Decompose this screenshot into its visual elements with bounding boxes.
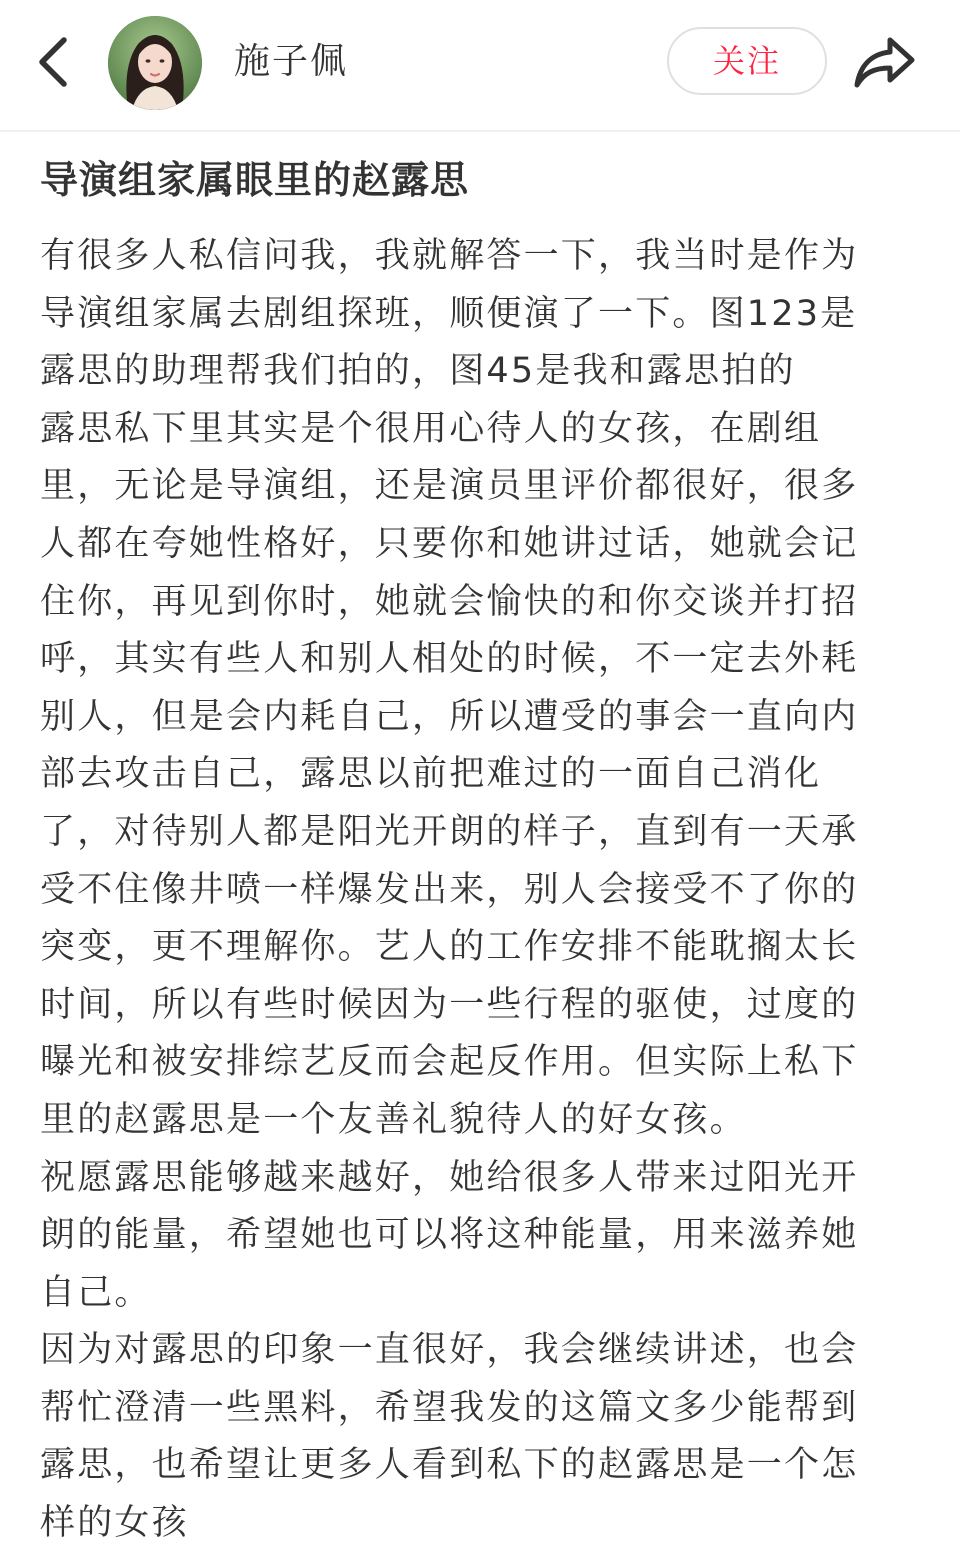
post-line: 自己。 [40, 1272, 152, 1313]
post-content [40, 148, 920, 1553]
top-bar [0, 0, 960, 132]
post-line: 里的赵露思是一个友善礼貌待人的好女孩。 [40, 1099, 747, 1140]
avatar[interactable] [108, 16, 202, 110]
share-button[interactable] [852, 32, 918, 92]
post-line: 祝愿露思能够越来越好，她给很多人带来过阳光开 [40, 1157, 859, 1198]
post-line: 部去攻击自己，露思以前把难过的一面自己消化 [40, 754, 822, 795]
follow-button[interactable]: 关注 [667, 27, 827, 95]
share-arrow-icon [852, 32, 918, 92]
post-line: 突变，更不理解你。艺人的工作安排不能耽搁太长 [40, 927, 859, 968]
post-line: 别人，但是会内耗自己，所以遭受的事会一直向内 [40, 696, 859, 737]
post-line: 露思的助理帮我们拍的，图45是我和露思拍的 [40, 351, 796, 392]
post-line: 因为对露思的印象一直很好，我会继续讲述，也会 [40, 1330, 859, 1371]
post-line: 受不住像井喷一样爆发出来，别人会接受不了你的 [40, 869, 859, 910]
post-line: 住你，再见到你时，她就会愉快的和你交谈并打招 [40, 581, 859, 622]
avatar-image [108, 16, 202, 110]
post-line: 呼，其实有些人和别人相处的时候，不一定去外耗 [40, 639, 859, 680]
chevron-left-icon [30, 34, 80, 90]
bottom-fade [0, 1546, 960, 1558]
post-line: 了，对待别人都是阳光开朗的样子，直到有一天承 [40, 811, 859, 852]
post-line: 露思私下里其实是个很用心待人的女孩，在剧组 [40, 408, 822, 449]
username[interactable]: 施子佩 [234, 41, 349, 82]
post-line: 人都在夸她性格好，只要你和她讲过话，她就会记 [40, 523, 859, 564]
post-line: 露思，也希望让更多人看到私下的赵露思是一个怎 [40, 1445, 859, 1486]
post-line: 帮忙澄清一些黑料，希望我发的这篇文多少能帮到 [40, 1387, 859, 1428]
post-line: 里，无论是导演组，还是演员里评价都很好，很多 [40, 466, 859, 507]
post-title: 导演组家属眼里的赵露思 [40, 158, 470, 202]
post-line: 导演组家属去剧组探班，顺便演了一下。图123是 [40, 293, 858, 334]
post-line: 有很多人私信问我，我就解答一下，我当时是作为 [40, 236, 859, 276]
post-body [40, 228, 920, 1553]
post-line: 样的女孩 [40, 1503, 189, 1544]
post-line: 朗的能量，希望她也可以将这种能量，用来滋养她 [40, 1215, 859, 1256]
post-line: 时间，所以有些时候因为一些行程的驱使，过度的 [40, 984, 859, 1025]
post-line: 曝光和被安排综艺反而会起反作用。但实际上私下 [40, 1042, 859, 1083]
back-button[interactable] [30, 34, 80, 90]
